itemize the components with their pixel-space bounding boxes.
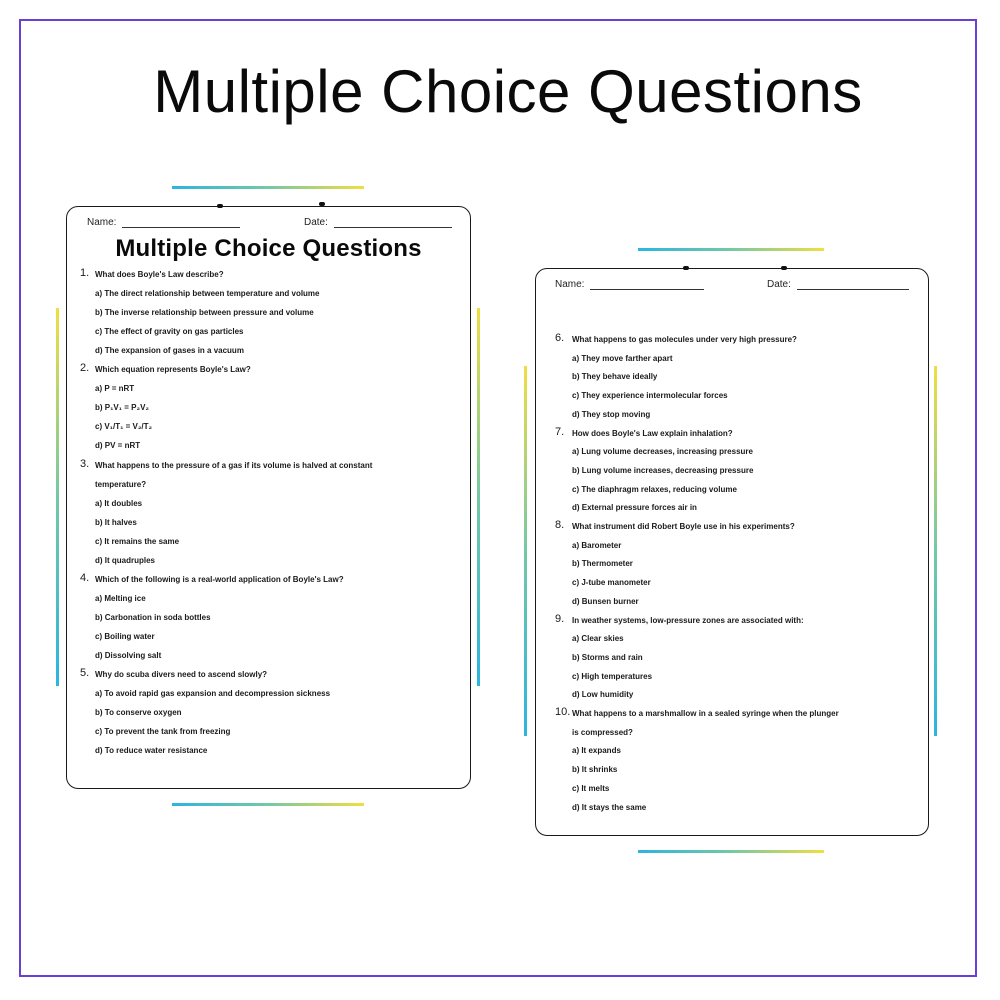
decor-line-bottom-left <box>172 803 364 806</box>
answer-option[interactable]: d) To reduce water resistance <box>95 746 208 756</box>
answer-option[interactable]: c) They experience intermolecular forces <box>572 391 728 401</box>
question-text: What instrument did Robert Boyle use in his experiments? <box>572 522 795 531</box>
page-title: Multiple Choice Questions <box>153 58 863 125</box>
answer-option[interactable]: d) Dissolving salt <box>95 651 162 660</box>
question-text: In weather systems, low-pressure zones are associated with: <box>572 615 804 625</box>
answer-option[interactable]: a) Barometer <box>572 540 622 550</box>
decor-line-right-side-left <box>524 366 527 736</box>
binder-clip <box>319 202 325 206</box>
question-number: 8. <box>555 519 565 531</box>
question-text: is compressed? <box>572 727 633 737</box>
answer-option[interactable]: d) It quadruples <box>95 555 155 565</box>
question-number: 5. <box>80 667 90 680</box>
date-label: Date: <box>304 217 328 228</box>
name-field[interactable] <box>87 217 240 228</box>
name-label: Name: <box>555 279 585 290</box>
question-text: temperature? <box>95 479 147 489</box>
answer-option[interactable]: a) It expands <box>572 746 621 756</box>
name-field[interactable] <box>555 279 704 290</box>
answer-option[interactable]: c) The effect of gravity on gas particles <box>95 327 244 337</box>
answer-option[interactable]: d) External pressure forces air in <box>572 503 697 513</box>
answer-option[interactable]: a) Lung volume decreases, increasing pressure <box>572 447 753 457</box>
answer-option[interactable]: c) To prevent the tank from freezing <box>95 727 231 737</box>
answer-option[interactable]: d) The expansion of gases in a vacuum <box>95 346 244 356</box>
answer-option[interactable]: c) It melts <box>572 783 610 793</box>
answer-option[interactable]: a) To avoid rapid gas expansion and decompression sickness <box>95 689 331 699</box>
question-number: 6. <box>555 332 565 344</box>
question-number: 7. <box>555 425 565 438</box>
answer-option[interactable]: b) They behave ideally <box>572 372 658 382</box>
answer-option[interactable]: d) PV = nRT <box>95 441 141 451</box>
answer-option[interactable]: a) Melting ice <box>95 593 146 603</box>
question-text: What happens to the pressure of a gas if its volume is halved at constant <box>95 460 373 470</box>
question-text: What does Boyle's Law describe? <box>95 270 224 279</box>
decor-line-bottom-right <box>638 850 824 853</box>
answer-option[interactable]: b) P₁V₁ = P₂V₂ <box>95 403 149 413</box>
question-number: 2. <box>80 362 90 375</box>
answer-option[interactable]: b) The inverse relationship between pressure and volume <box>95 308 314 318</box>
answer-option[interactable]: d) It stays the same <box>572 802 647 812</box>
question-number: 3. <box>80 457 90 470</box>
answer-option[interactable]: b) It halves <box>95 517 137 527</box>
answer-option[interactable]: c) The diaphragm relaxes, reducing volume <box>572 484 737 494</box>
binder-clip <box>683 266 689 270</box>
date-field[interactable] <box>767 279 909 290</box>
question-text: What happens to a marshmallow in a sealed syringe when the plunger <box>572 709 839 718</box>
question-number: 4. <box>80 571 90 584</box>
answer-option[interactable]: b) Lung volume increases, decreasing pressure <box>572 465 754 475</box>
question-text: How does Boyle's Law explain inhalation? <box>572 428 733 438</box>
question-text: Which equation represents Boyle's Law? <box>95 365 251 375</box>
worksheet-page-2 <box>535 268 929 836</box>
answer-option[interactable]: d) They stop moving <box>572 409 651 419</box>
question-number: 1. <box>80 267 90 279</box>
answer-option[interactable]: a) P = nRT <box>95 384 135 394</box>
date-field[interactable] <box>304 217 452 228</box>
answer-option[interactable]: b) To conserve oxygen <box>95 708 182 718</box>
answer-option[interactable]: b) Thermometer <box>572 559 633 569</box>
worksheet-title: Multiple Choice Questions <box>115 235 422 262</box>
name-label: Name: <box>87 217 117 228</box>
answer-option[interactable]: d) Bunsen burner <box>572 596 639 606</box>
answer-option[interactable]: a) It doubles <box>95 498 143 508</box>
decor-line-top-right <box>638 248 824 251</box>
answer-option[interactable]: c) High temperatures <box>572 671 653 681</box>
question-text: Which of the following is a real-world application of Boyle's Law? <box>95 574 344 584</box>
answer-option[interactable]: b) Storms and rain <box>572 652 643 662</box>
answer-option[interactable]: b) It shrinks <box>572 765 618 775</box>
binder-clip <box>781 266 787 270</box>
decor-line-left-side <box>56 308 59 686</box>
binder-clip <box>217 204 223 208</box>
question-number: 9. <box>555 612 565 625</box>
decor-line-right-side <box>934 366 937 736</box>
answer-option[interactable]: a) The direct relationship between temperature and volume <box>95 289 320 299</box>
question-text: Why do scuba divers need to ascend slowly? <box>95 670 268 680</box>
answer-option[interactable]: b) Carbonation in soda bottles <box>95 612 211 622</box>
answer-option[interactable]: a) Clear skies <box>572 634 624 644</box>
answer-option[interactable]: c) Boiling water <box>95 631 155 641</box>
decor-line-left-side-right <box>477 308 480 686</box>
date-label: Date: <box>767 279 791 290</box>
worksheet-page-1 <box>66 206 471 789</box>
answer-option[interactable]: d) Low humidity <box>572 690 634 700</box>
answer-option[interactable]: c) V₁/T₁ = V₂/T₂ <box>95 422 153 432</box>
decor-line-top-left <box>172 186 364 189</box>
answer-option[interactable]: a) They move farther apart <box>572 353 673 363</box>
answer-option[interactable]: c) It remains the same <box>95 536 180 546</box>
question-number: 10. <box>555 706 571 718</box>
question-text: What happens to gas molecules under very high pressure? <box>572 335 797 344</box>
answer-option[interactable]: c) J-tube manometer <box>572 578 651 588</box>
